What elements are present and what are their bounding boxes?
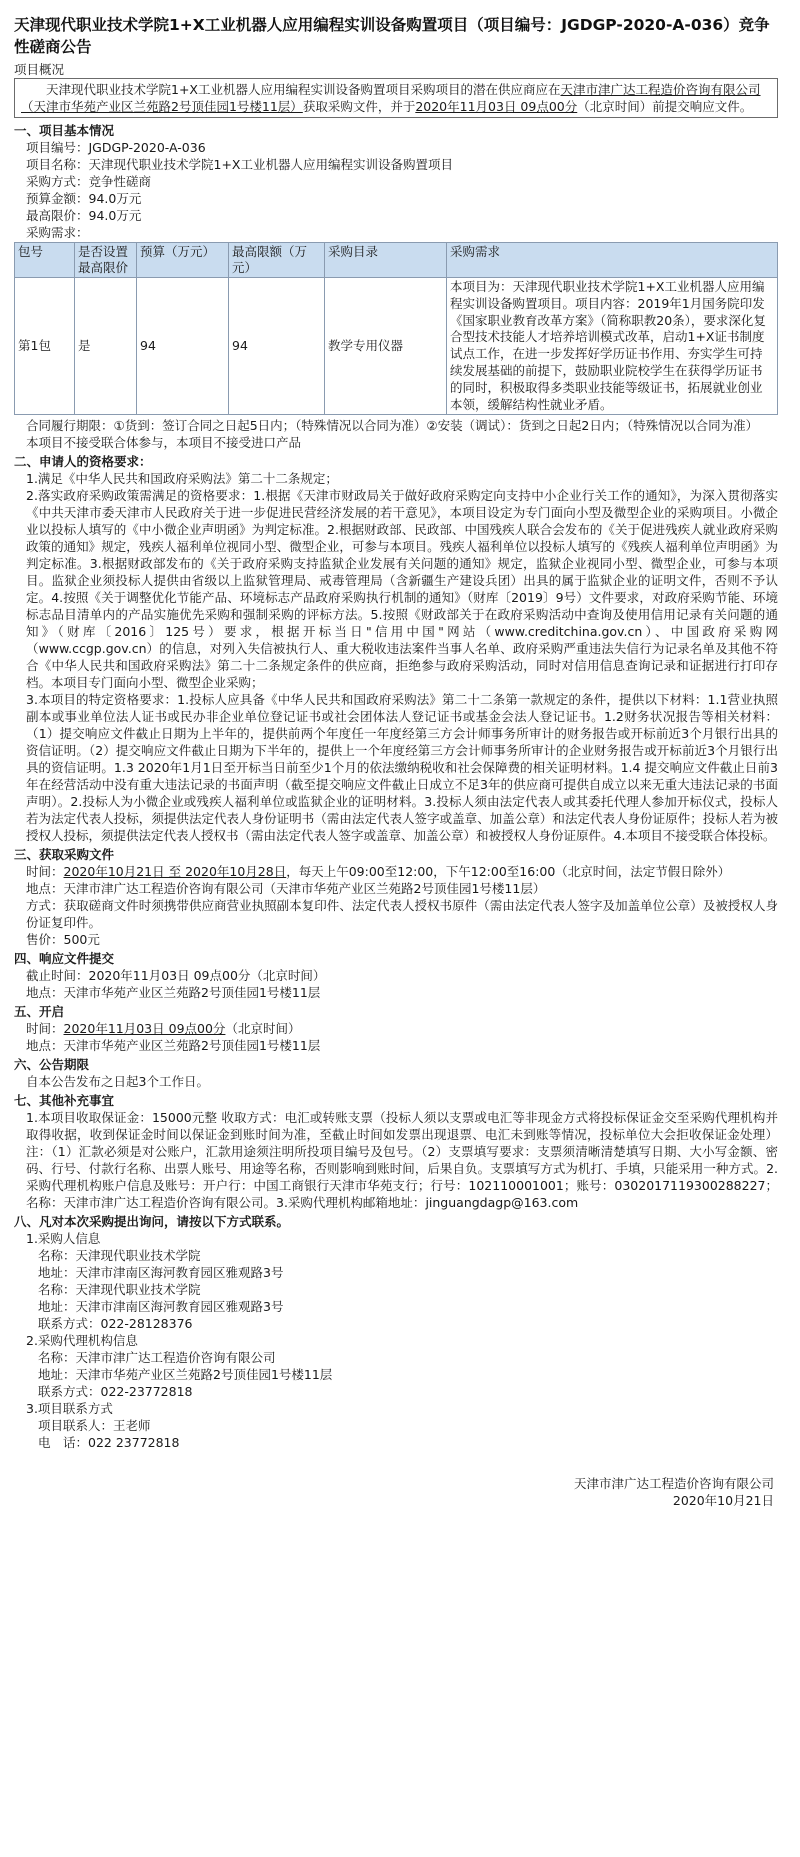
section-4-heading: 四、响应文件提交 (14, 951, 115, 967)
opening-time-rest: （北京时间） (225, 1021, 301, 1037)
qualification-2: 2.落实政府采购政策需满足的资格要求：1.根据《天津市财政局关于做好政府采购定向支持中小企业行关工作的通知》，为深入贯彻落实《中共天津市委天津市人民政府关于进一步促进民营经济发展的若干意见》，本项目设定为专门面向小型及微型企业的采购项目。小微企业以投标人填写的《中小微企业声明函》为判定标准。2.根据财政部、民政部、中国残疾人联合会发布的《关于促进残疾人就业政府采购政策的通知》规定，残疾人福利单位视同小型、微型企业，可参与本项目。残疾人福利单位以投标人填写的《残疾人福利单位声明函》为判定标准。3.根据财政部发布的《关于政府采购支持监狱企业发展有关问题的通知》规定，监狱企业视同小型、微型企业，可参与本项目。监狱企业须投标人提供由省级以上监狱管理局、戒毒管理局（含新疆生产建设兵团）出具的属于监狱企业的证明文件，否则不予认定。4.按照《关于调整优化节能产品、环境标志产品政府采购执行机制的通知》（财库〔2019〕9号）文件要求，对政府采购节能、环境标志品目清单内的产品实施优先采购和强制采购的评标方法。5.按照《财政部关于在政府采购活动中查询及使用信用记录有关问题的通知》（财库〔2016〕125号）要求，根据开标当日"信用中国"网站（www.creditchina.gov.cn）、中国政府采购网（www.ccgp.gov.cn）的信息，对列入失信被执行人、重大税收违法案件当事人名单、政府采购严重违法失信行为记录名单及其他不符合《中华人民共和国政府采购法》第二十二条规定条件的供应商，拒绝参与政府采购活动，同时对信用信息查询记录和证据进行打印存档。本项目专门面向小型、微型企业采购； (26, 488, 778, 691)
section-2-heading: 二、申请人的资格要求： (14, 454, 152, 470)
purchaser-address-2: 地址：天津市津南区海河教育园区雅观路3号 (38, 1299, 284, 1315)
section-8-heading: 八、凡对本次采购提出询问，请按以下方式联系。 (14, 1214, 290, 1230)
section-6-heading: 六、公告期限 (14, 1057, 90, 1073)
submit-deadline: 截止时间：2020年11月03日 09点00分（北京时间） (26, 968, 326, 984)
purchase-method: 采购方式：竞争性磋商 (26, 174, 152, 189)
purchaser-name-2: 名称：天津现代职业技术学院 (38, 1282, 201, 1298)
submit-place: 地点：天津市华苑产业区兰苑路2号顶佳园1号楼11层 (26, 985, 321, 1001)
table-header-cell: 采购目录 (325, 243, 447, 278)
requirements-label: 采购需求： (26, 225, 89, 240)
project-contact-person: 项目联系人：王老师 (38, 1418, 151, 1434)
acquire-method: 方式：获取磋商文件时须携带供应商营业执照副本复印件、法定代表人授权书原件（需由法定代表人签字及加盖单位公章）及被授权人身份证复印件。 (26, 898, 778, 931)
opening-place: 地点：天津市华苑产业区兰苑路2号顶佳园1号楼11层 (26, 1038, 321, 1054)
overview-p2: 获取采购文件，并于 (302, 99, 416, 114)
section-1-heading: 一、项目基本情况 (14, 123, 115, 138)
notice-period: 自本公告发布之日起3个工作日。 (26, 1074, 209, 1090)
page-title: 天津现代职业技术学院1+X工业机器人应用编程实训设备购置项目（项目编号：JGDGP-2020-A-036）竞争性磋商公告 (14, 16, 770, 56)
purchaser-address: 地址：天津市津南区海河教育园区雅观路3号 (38, 1265, 284, 1281)
table-cell-budget: 94 (137, 278, 229, 415)
project-code: 项目编号：JGDGP-2020-A-036 (26, 140, 206, 155)
agency-name: 名称：天津市津广达工程造价咨询有限公司 (38, 1350, 276, 1366)
overview-p1: 天津现代职业技术学院1+X工业机器人应用编程实训设备购置项目采购项目的潜在供应商应在 (46, 82, 561, 97)
table-cell-catalog: 教学专用仪器 (325, 278, 447, 415)
project-contact-heading: 3.项目联系方式 (26, 1401, 113, 1417)
other-matters-text: 1.本项目收取保证金：15000元整 收取方式：电汇或转账支票（投标人须以支票或电汇等非现金方式将投标保证金交至采购代理机构并取得收据，收到保证金时间以保证金到账时间为准，至截止时间如发票出现退票、电汇未到账等情况，投标单位大会拒收保证金处理）注：（1）汇款必须是对公账户，汇款用途须注明所投项目编号及包号。（2）支票填写要求：支票须清晰清楚填写日期、大小写金额、密码、行号、付款行名称、出票人账号、用途等名称，否则影响到账时间，后果自负。支票填写方式为机打、手填，只能采用一种方式。2.采购代理机构账户信息及账号：开户行：中国工商银行天津市华苑支行；行号：102110001001；账号：0302017119300288227；名称：天津市津广达工程造价咨询有限公司。3.采购代理机构邮箱地址： (26, 1110, 778, 1211)
table-cell-package: 第1包 (15, 278, 75, 415)
table-cell-has-limit: 是 (75, 278, 137, 415)
agency-address: 地址：天津市华苑产业区兰苑路2号顶佳园1号楼11层 (38, 1367, 333, 1383)
table-header-cell: 预算（万元） (137, 243, 229, 278)
overview-box (14, 78, 778, 118)
section-7-heading: 七、其他补充事宜 (14, 1093, 115, 1109)
overview-p3: （北京时间）前提交响应文件。 (577, 99, 753, 114)
section-3-heading: 三、获取采购文件 (14, 847, 115, 863)
other-matters (14, 1109, 778, 1211)
acquire-time-rest: ，每天上午09:00至12:00，下午12:00至16:00（北京时间，法定节假日除外） (286, 864, 731, 880)
budget-amount: 预算金额：94.0万元 (26, 191, 142, 206)
purchaser-contact: 联系方式：022-28128376 (38, 1316, 193, 1332)
table-header-cell: 包号 (15, 243, 75, 278)
project-name: 项目名称：天津现代职业技术学院1+X工业机器人应用编程实训设备购置项目 (26, 157, 453, 172)
max-price: 最高限价：94.0万元 (26, 208, 142, 223)
overview-text (21, 81, 769, 115)
table-header-row (15, 243, 778, 278)
acquire-time (14, 863, 778, 880)
table-cell-max: 94 (229, 278, 325, 415)
qualification-1: 1.满足《中华人民共和国政府采购法》第二十二条规定； (26, 471, 338, 487)
agency-info-heading: 2.采购代理机构信息 (26, 1333, 138, 1349)
purchaser-info-heading: 1.采购人信息 (26, 1231, 101, 1247)
qualification-3: 3.本项目的特定资格要求：1.投标人应具备《中华人民共和国政府采购法》第二十二条第一款规定的条件，提供以下材料：1.1营业执照副本或事业单位法人证书或民办非企业单位登记证书或社会团体法人登记证书或基金会法人登记证书。1.2财务状况报告等相关材料：（1）提交响应文件截止日期为上半年的，提供前两个年度任一年度经第三方会计师事务所审计的财务报告或开标前近3个月银行出具的资信证明。（2）提交响应文件截止日期为下半年的，提供上一个年度经第三方会计师事务所审计的企业财务报告或开标前近3个月银行出具的资信证明。1.3 2020年1月1日至开标当日前至少1个月的依法缴纳税收和社会保障费的相关证明材料。1.4 提交响应文件截止日前3年在经营活动中没有重大违法记录的书面声明（截至提交响应文件截止日成立不足3年的供应商可提供自成立以来无重大违法记录的书面声明）。2.投标人为小微企业或残疾人福利单位或监狱企业的证明材料。3.投标人须由法定代表人或其委托代理人参加开标仪式，投标人若为法定代表人投标，须提供法定代表人身份证明书（需由法定代表人签字或盖章、加盖公章）和法定代表人身份证原件；投标人若为被授权人投标，须提供法定代表人授权书（需由法定代表人签字或盖章、加盖公章）和被授权人身份证原件。4.本项目不接受联合体投标。 (26, 692, 778, 844)
purchaser-name: 名称：天津现代职业技术学院 (38, 1248, 201, 1264)
acquire-time-label: 时间： (26, 864, 64, 880)
acquire-place: 地点：天津市津广达工程造价咨询有限公司（天津市华苑产业区兰苑路2号顶佳园1号楼11层） (26, 881, 546, 897)
no-consortium-note: 本项目不接受联合体参与，本项目不接受进口产品 (26, 435, 302, 451)
table-header-cell: 是否设置最高限价 (75, 243, 137, 278)
opening-time-label: 时间： (26, 1021, 64, 1037)
section-5-heading: 五、开启 (14, 1004, 65, 1020)
opening-time (14, 1020, 778, 1037)
requirements-table (14, 242, 778, 415)
agency-email: jinguangdagp@163.com (425, 1195, 579, 1211)
contract-period: 合同履行期限：①货到：签订合同之日起5日内；（特殊情况以合同为准）②安装（调试）：货到之日起2日内；（特殊情况以合同为准） (26, 418, 759, 434)
table-header-cell: 采购需求 (447, 243, 778, 278)
acquire-price: 售价：500元 (26, 932, 100, 948)
agency-contact: 联系方式：022-23772818 (38, 1384, 193, 1400)
project-contact-phone: 电 话：022 23772818 (38, 1435, 180, 1451)
table-row (15, 278, 778, 415)
overview-address: 天津市津广达工程造价咨询有限公司（天津市华苑产业区兰苑路2号顶佳园1号楼11层） (21, 82, 761, 114)
footer-signature (14, 1475, 778, 1509)
footer-org: 天津市津广达工程造价咨询有限公司 (573, 1476, 774, 1492)
table-cell-demand: 本项目为：天津现代职业技术学院1+X工业机器人应用编程实训设备购置项目。项目内容：2019年1月国务院印发《国家职业教育改革方案》（简称职教20条），要求深化复合型技术技能人才培养培训模式改革，启动1+X证书制度试点工作，在进一步发挥好学历证书作用、夯实学生可持续发展基础的前提下，鼓励职业院校学生在获得学历证书的同时，积极取得多类职业技能等级证书，拓展就业创业本领，缓解结构性就业矛盾。 (447, 278, 778, 415)
table-header-cell: 最高限额（万元） (229, 243, 325, 278)
opening-time-value: 2020年11月03日 09点00分 (63, 1021, 226, 1037)
footer-date: 2020年10月21日 (672, 1493, 774, 1509)
acquire-time-range: 2020年10月21日 至 2020年10月28日 (63, 864, 287, 880)
overview-deadline: 2020年11月03日 09点00分 (415, 99, 578, 114)
overview-label: 项目概况 (14, 62, 65, 77)
